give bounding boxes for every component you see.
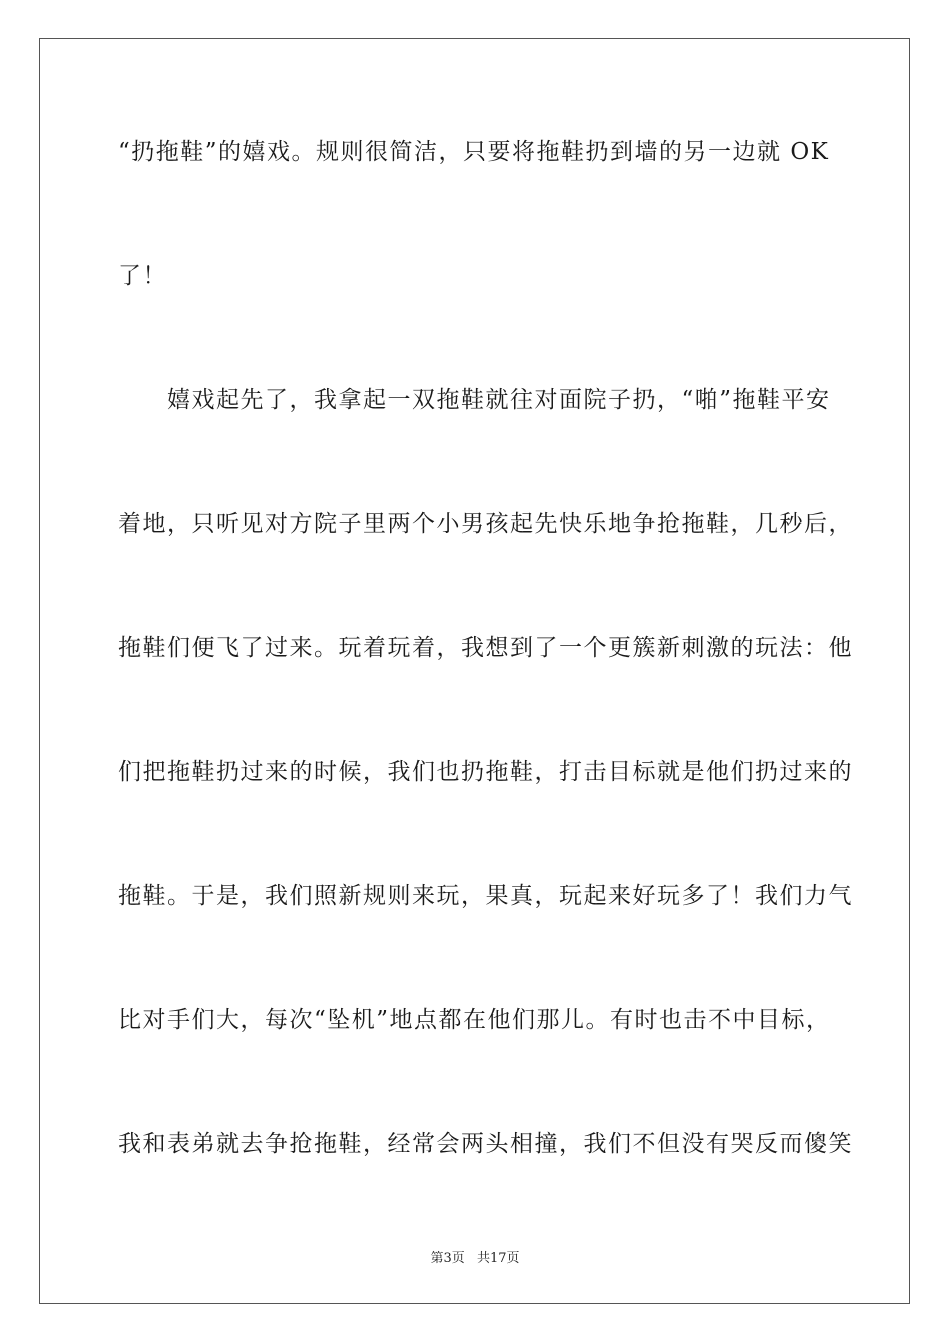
- page-border: [39, 38, 910, 1304]
- page-footer: [0, 1247, 950, 1266]
- text-line: 嬉戏起先了，我拿起一双拖鞋就往对面院子扔，“啪”拖鞋平安: [118, 387, 831, 413]
- text-line: 比对手们大，每次“坠机”地点都在他们那儿。有时也击不中目标，: [118, 1007, 831, 1033]
- text-line: 了！: [118, 263, 167, 289]
- page-number: 第3页: [430, 1251, 465, 1266]
- page-total: 共17页: [476, 1251, 520, 1266]
- text-line: 拖鞋们便飞了过来。玩着玩着，我想到了一个更簇新刺激的玩法：他: [118, 635, 853, 661]
- text-line: 着地，只听见对方院子里两个小男孩起先快乐地争抢拖鞋，几秒后，: [118, 511, 853, 537]
- text-line: 我和表弟就去争抢拖鞋，经常会两头相撞，我们不但没有哭反而傻笑: [118, 1131, 853, 1157]
- text-line: “扔拖鞋”的嬉戏。规则很简洁，只要将拖鞋扔到墙的另一边就 OK: [118, 139, 830, 165]
- text-line: 拖鞋。于是，我们照新规则来玩，果真，玩起来好玩多了！我们力气: [118, 883, 853, 909]
- text-line: 们把拖鞋扔过来的时候，我们也扔拖鞋，打击目标就是他们扔过来的: [118, 759, 853, 785]
